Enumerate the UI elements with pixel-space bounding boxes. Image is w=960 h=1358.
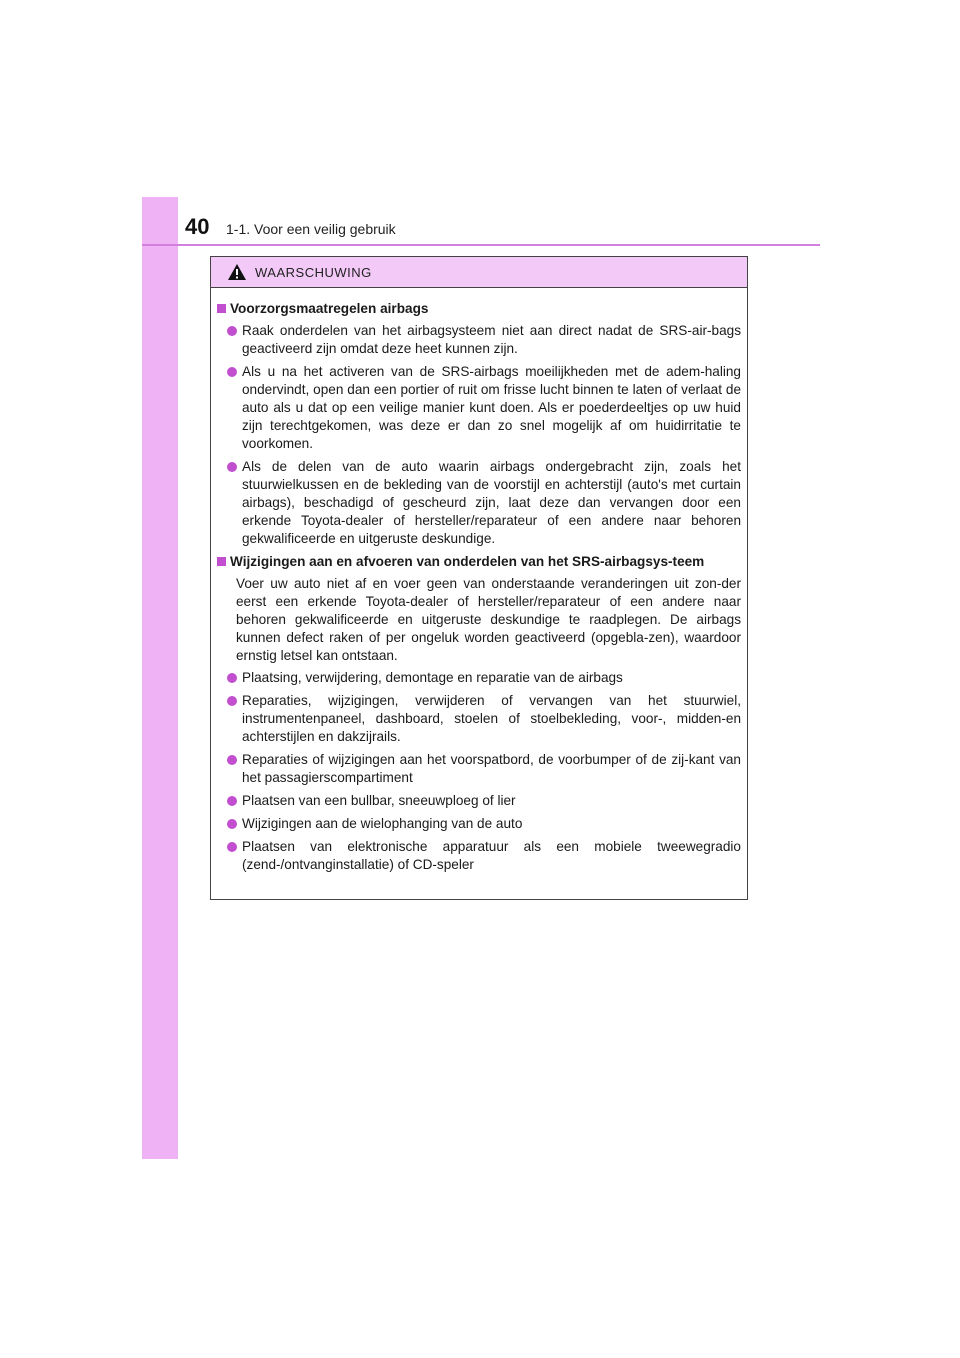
warning-box xyxy=(210,256,748,900)
side-color-strip xyxy=(142,197,178,1159)
section-heading xyxy=(217,300,741,318)
dot-bullet-icon xyxy=(227,796,237,806)
list-item xyxy=(217,815,741,833)
square-bullet-icon xyxy=(217,304,226,313)
section-heading xyxy=(217,553,741,571)
list-item-text: Plaatsen van een bullbar, sneeuwploeg of lier xyxy=(242,793,516,808)
list-item xyxy=(217,322,741,358)
warning-section xyxy=(217,300,741,548)
warning-title: WAARSCHUWING xyxy=(255,264,372,280)
dot-bullet-icon xyxy=(227,673,237,683)
page-number: 40 xyxy=(185,214,210,239)
list-item xyxy=(217,692,741,746)
list-item xyxy=(217,838,741,874)
warning-section xyxy=(217,553,741,874)
dot-bullet-icon xyxy=(227,842,237,852)
dot-bullet-icon xyxy=(227,819,237,829)
section-paragraph: Voer uw auto niet af en voer geen van onderstaande veranderingen uit zon-der eerst een erkende Toyota-dealer of hersteller/reparateur of een andere naar behoren gekwalificeerde en uitgeruste deskundige te raadplegen. De airbags kunnen defect raken of per ongeluk worden geactiveerd (opgebla-zen), waardoor ernstig letsel kan ontstaan. xyxy=(236,576,741,663)
list-item xyxy=(217,669,741,687)
dot-bullet-icon xyxy=(227,755,237,765)
list-item-text: Reparaties, wijzigingen, verwijderen of vervangen van het stuurwiel, instrumentenpaneel, dashboard, stoelen of stoelbekleding, voor-, midden-en achterstijlen en dakzijrails. xyxy=(242,693,741,744)
warning-body xyxy=(211,288,747,874)
chapter-title: 1-1. Voor een veilig gebruik xyxy=(226,221,396,237)
list-item-text: Als de delen van de auto waarin airbags ondergebracht zijn, zoals het stuurwielkussen en de bekleding van de voorstijl en achterstijl (auto's met curtain airbags), beschadigd of gescheurd zijn, laat deze dan vervangen door een erkende Toyota-dealer of hersteller/reparateur of een andere naar behoren gekwalificeerde en uitgeruste deskundige. xyxy=(242,459,741,546)
section-heading-text: Wijzigingen aan en afvoeren van onderdelen van het SRS-airbagsys-teem xyxy=(230,554,705,569)
dot-bullet-icon xyxy=(227,696,237,706)
header-rule xyxy=(142,244,820,246)
dot-bullet-icon xyxy=(227,462,237,472)
list-item-text: Raak onderdelen van het airbagsysteem niet aan direct nadat de SRS-air-bags geactiveerd zijn omdat deze heet kunnen zijn. xyxy=(242,323,741,356)
header-color-block xyxy=(142,197,178,245)
list-item-text: Wijzigingen aan de wielophanging van de auto xyxy=(242,816,523,831)
dot-bullet-icon xyxy=(227,326,237,336)
dot-bullet-icon xyxy=(227,367,237,377)
section-heading-text: Voorzorgsmaatregelen airbags xyxy=(230,301,429,316)
warning-header xyxy=(211,257,747,288)
list-item xyxy=(217,792,741,810)
list-item-text: Als u na het activeren van de SRS-airbags moeilijkheden met de adem-haling ondervindt, open dan een portier of ruit om frisse lucht binnen te laten of verlaat de auto als u dat op een veilige manier kunt doen. Als er poederdeeltjes op uw huid zijn terechtgekomen, was deze er dan zo snel mogelijk af om huidirritatie te voorkomen. xyxy=(242,364,741,451)
list-item-text: Reparaties of wijzigingen aan het voorspatbord, de voorbumper of de zij-kant van het passagierscompartiment xyxy=(242,752,741,785)
square-bullet-icon xyxy=(217,557,226,566)
list-item xyxy=(217,363,741,453)
warning-triangle-icon xyxy=(227,263,247,281)
list-item-text: Plaatsen van elektronische apparatuur als een mobiele tweewegradio (zend-/ontvanginstallatie) of CD-speler xyxy=(242,839,741,872)
list-item-text: Plaatsing, verwijdering, demontage en reparatie van de airbags xyxy=(242,670,623,685)
list-item xyxy=(217,458,741,548)
list-item xyxy=(217,751,741,787)
